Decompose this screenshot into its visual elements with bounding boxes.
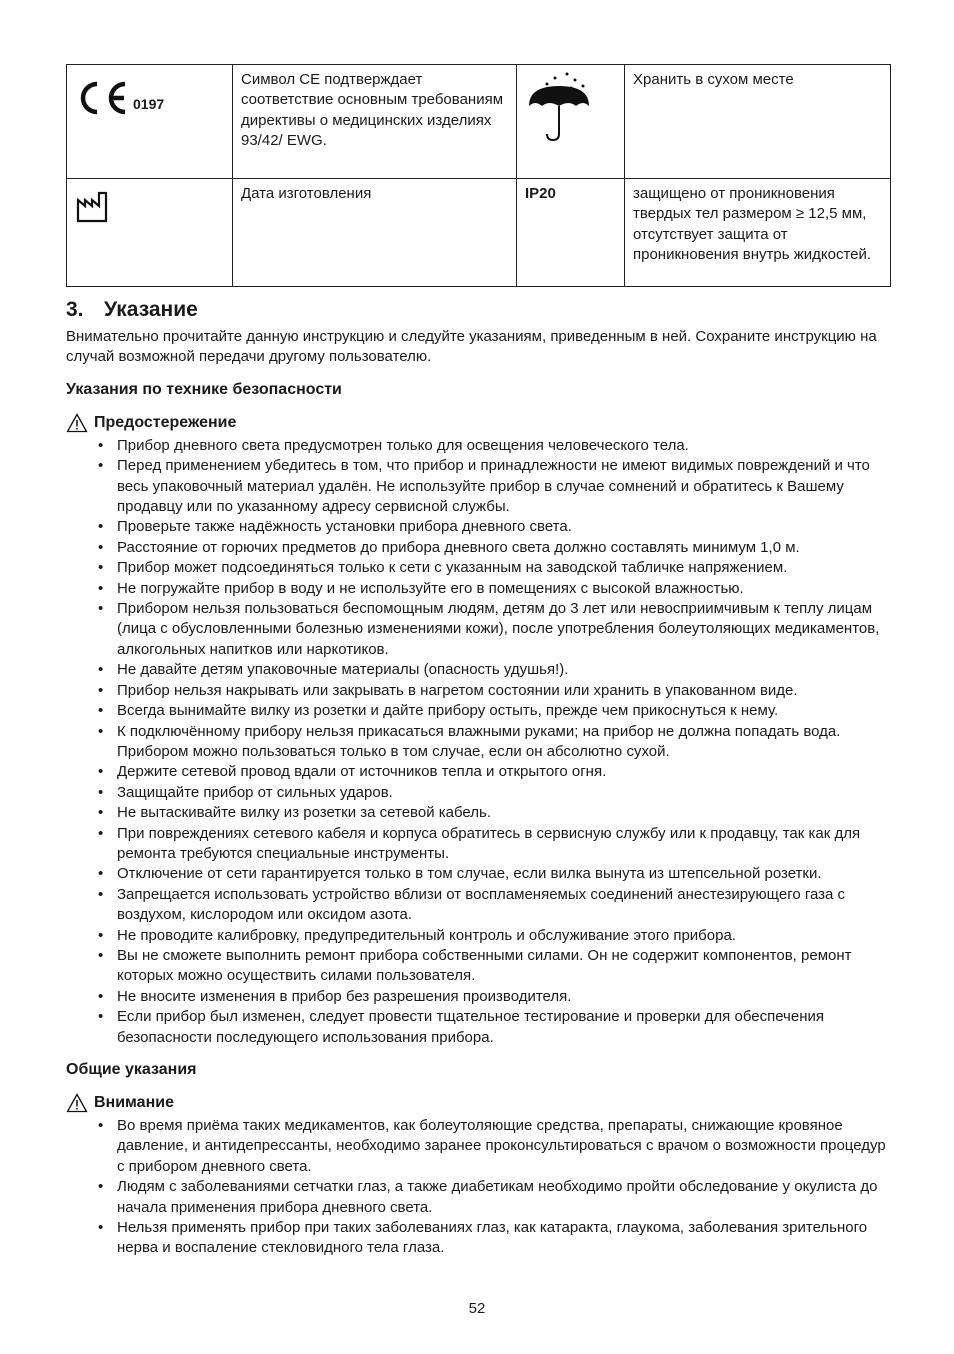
section-heading xyxy=(66,297,890,323)
list-item: • Во время приёма таких медикаментов, как болеутоляющие средства, препараты, снижающие кровяное давление, и антидепрессанты, необходимо заранее проконсультироваться с врачом о возможности процедур с прибором дневного света. xyxy=(98,1116,890,1177)
list-item: • Отключение от сети гарантируется только в том случае, если вилка вынута из штепсельной розетки. xyxy=(98,864,890,884)
list-item: • Держите сетевой провод вдали от источников тепла и открытого огня. xyxy=(98,762,890,782)
list-item: • Если прибор был изменен, следует провести тщательное тестирование и проверки для обеспечения безопасности последующего использования прибора. xyxy=(98,1007,890,1048)
list-item: • Прибор может подсоединяться только к сети с указанным на заводской табличке напряжением. xyxy=(98,558,890,578)
ip-code: IP20 xyxy=(517,179,625,287)
general-warning-label xyxy=(66,1093,890,1113)
list-item: • Проверьте также надёжность установки прибора дневного света. xyxy=(98,517,890,537)
list-item: • Защищайте прибор от сильных ударов. xyxy=(98,783,890,803)
symbols-row xyxy=(67,65,891,179)
list-item: • Не погружайте прибор в воду и не используйте его в помещениях с высокой влажностью. xyxy=(98,579,890,599)
warning-label-text: Предостережение xyxy=(94,413,237,431)
list-item: • Запрещается использовать устройство вблизи от воспламеняемых соединений анестезирующего газа с воздухом, кислородом или оксидом азота. xyxy=(98,885,890,926)
ce-mark-icon xyxy=(75,80,131,116)
list-item: • Перед применением убедитесь в том, что прибор и принадлежности не имеют видимых повреждений и что весь упаковочный материал удалён. Не используйте прибор в случае сомнений и обратитесь к Вашему продавцу или по указанному адресу сервисной службы. xyxy=(98,456,890,517)
general-heading: Общие указания xyxy=(66,1061,197,1078)
umbrella-rain-icon xyxy=(525,70,593,144)
ce-description: Символ CE подтверждает соответствие основным требованиям директивы о медицинских изделиях 93/42/ EWG. xyxy=(233,65,517,179)
page-number: 52 xyxy=(468,1300,486,1317)
list-item: • Вы не сможете выполнить ремонт прибора собственными силами. Он не содержит компонентов, ремонт которых можно осуществить силами пользователя. xyxy=(98,946,890,987)
section-number: 3. xyxy=(66,298,84,321)
list-item: • К подключённому прибору нельзя прикасаться влажными руками; на прибор не должна попадать вода. Прибором можно пользоваться только в том случае, если он абсолютно сухой. xyxy=(98,722,890,763)
list-item: • Нельзя применять прибор при таких заболеваниях глаз, как катаракта, глаукома, заболевания зрительного нерва и воспаление стекловидного тела глаза. xyxy=(98,1218,890,1259)
umbrella-symbol-cell xyxy=(517,65,625,179)
safety-heading: Указания по технике безопасности xyxy=(66,380,342,398)
factory-icon xyxy=(75,190,109,224)
list-item: • Прибор дневного света предусмотрен только для освещения человеческого тела. xyxy=(98,436,890,456)
list-item: • Всегда вынимайте вилку из розетки и дайте прибору остыть, прежде чем прикоснуться к нему. xyxy=(98,701,890,721)
warning-label-text: Внимание xyxy=(94,1094,174,1111)
ip-description: защищено от проникновения твердых тел размером ≥ 12,5 мм, отсутствует защита от проникновения внутрь жидкостей. xyxy=(625,179,891,287)
symbols-table xyxy=(66,64,891,287)
list-item: • Расстояние от горючих предметов до прибора дневного света должно составлять минимум 1,0 м. xyxy=(98,538,890,558)
dry-storage-description: Хранить в сухом месте xyxy=(625,65,891,179)
list-item: • При повреждениях сетевого кабеля и корпуса обратитесь в сервисную службу или к продавцу, так как для ремонта требуются специальные инструменты. xyxy=(98,824,890,865)
document-page xyxy=(66,64,890,1259)
list-item: • Людям с заболеваниями сетчатки глаз, а также диабетикам необходимо пройти обследование у окулиста до начала применения прибора дневного света. xyxy=(98,1177,890,1218)
manufacture-symbol-cell xyxy=(67,179,233,287)
list-item: • Не вносите изменения в прибор без разрешения производителя. xyxy=(98,987,890,1007)
safety-list xyxy=(66,436,890,1048)
safety-warning-label xyxy=(66,413,890,433)
manufacture-date-description: Дата изготовления xyxy=(233,179,517,287)
section-title: Указание xyxy=(104,298,198,321)
list-item: • Прибор нельзя накрывать или закрывать в нагретом состоянии или хранить в упакованном виде. xyxy=(98,681,890,701)
ce-notified-body-number: 0197 xyxy=(133,95,165,112)
symbols-row xyxy=(67,179,891,287)
section-intro: Внимательно прочитайте данную инструкцию и следуйте указаниям, приведенным в ней. Сохраните инструкцию на случай возможной передачи другому пользователю. xyxy=(66,328,877,366)
list-item: • Не проводите калибровку, предупредительный контроль и обслуживание этого прибора. xyxy=(98,926,890,946)
list-item: • Не давайте детям упаковочные материалы (опасность удушья!). xyxy=(98,660,890,680)
warning-triangle-icon xyxy=(66,413,88,433)
warning-triangle-icon xyxy=(66,1093,88,1113)
ce-symbol-cell xyxy=(67,65,233,179)
general-list xyxy=(66,1116,890,1259)
list-item: • Не вытаскивайте вилку из розетки за сетевой кабель. xyxy=(98,803,890,823)
list-item: • Прибором нельзя пользоваться беспомощным людям, детям до 3 лет или невосприимчивым к теплу лицам (лица с обусловленными болезнью изменениями кожи), после употребления болеутоляющих медикаментов, алкогольных напитков или наркотиков. xyxy=(98,599,890,660)
